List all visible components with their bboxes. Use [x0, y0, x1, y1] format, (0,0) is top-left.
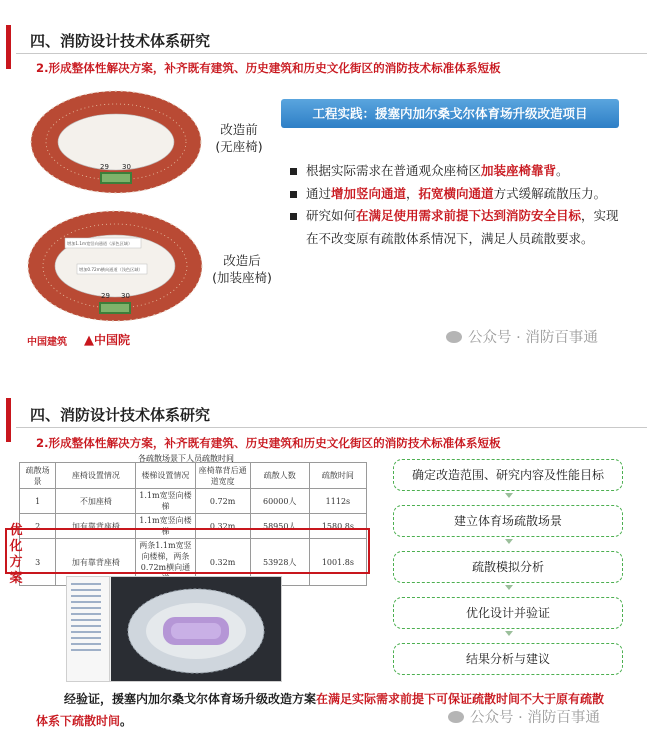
watermark: 公众号 · 消防百事通 — [446, 326, 598, 347]
3d-stadium-view — [111, 577, 281, 681]
process-step: 优化设计并验证 — [393, 597, 623, 629]
stand-label: 29 — [101, 292, 110, 300]
stadium-plan-after — [25, 208, 205, 326]
plan-note: 增加0.72m横向通道（浅色区域） — [79, 267, 143, 272]
stand-label: 29 — [100, 163, 109, 171]
table-header-cell: 疏散场景 — [20, 463, 56, 489]
after-caption-line2: (加装座椅) — [212, 270, 272, 285]
section-subtitle: 2.形成整体性解决方案，补齐既有建筑、历史建筑和历史文化街区的消防技术标准体系短板 — [36, 436, 501, 450]
plan-note: 增加1.1m宽竖向通道（深色区域） — [67, 241, 133, 246]
cadg-logo: ▲中国院 — [84, 333, 131, 348]
table-header-cell: 座椅设置情况 — [56, 463, 136, 489]
section-title: 四、消防设计技术体系研究 — [30, 32, 211, 50]
table-row: 2 加有靠背座椅 1.1m宽竖向楼梯 0.32m 58950人 1580.8s — [20, 514, 367, 539]
section-title: 四、消防设计技术体系研究 — [30, 406, 211, 424]
step-arrow-icon — [505, 493, 513, 498]
before-caption-line1: 改造前 — [220, 122, 258, 137]
bullet-item: 通过增加竖向通道，拓宽横向通道方式缓解疏散压力。 — [288, 183, 628, 206]
table-caption: 各疏散场景下人员疏散时间 — [138, 454, 234, 463]
table-header-row — [20, 463, 367, 489]
model-tree-panel — [67, 577, 110, 681]
bullet-item: 研究如何在满足使用需求前提下达到消防安全目标，实现在不改变原有疏散体系情况下，满足人员疏散要求。 — [288, 205, 628, 250]
process-step: 疏散模拟分析 — [393, 551, 623, 583]
bullet-square-icon — [290, 168, 297, 175]
step-arrow-icon — [505, 539, 513, 544]
cscec-logo: 中国建筑 — [27, 337, 67, 348]
after-caption-line1: 改造后 — [223, 253, 261, 268]
optimized-highlight-box — [5, 528, 370, 574]
slide-1 — [0, 0, 663, 358]
process-step: 建立体育场疏散场景 — [393, 505, 623, 537]
after-caption — [205, 252, 279, 286]
stand-label: 30 — [121, 292, 130, 300]
title-accent-bar — [6, 398, 11, 442]
process-step: 确定改造范围、研究内容及性能目标 — [393, 459, 623, 491]
before-caption — [205, 121, 273, 155]
table-row: 1 不加座椅 1.1m宽竖向楼梯 0.72m 60000人 1112s — [20, 489, 367, 514]
step-arrow-icon — [505, 631, 513, 636]
slide-separator — [0, 358, 663, 391]
bullet-square-icon — [290, 191, 297, 198]
bullet-item: 根据实际需求在普通观众座椅区加装座椅靠背。 — [288, 160, 628, 183]
conclusion-text: 经验证，援塞内加尔桑戈尔体育场升级改造方案在满足实际需求前提下可保证疏散时间不大于原有疏散体系下疏散时间。 — [36, 692, 605, 728]
process-step: 结果分析与建议 — [393, 643, 623, 675]
optimized-label: 优化方案 — [9, 523, 23, 586]
wechat-icon — [446, 331, 462, 343]
title-divider — [16, 53, 647, 54]
watermark: 公众号 · 消防百事通 — [448, 706, 600, 727]
stand-label: 30 — [122, 163, 131, 171]
project-banner: 工程实践：援塞内加尔桑戈尔体育场升级改造项目 — [281, 99, 619, 128]
stadium-plan-before — [28, 88, 204, 196]
table-header-cell: 疏散时间 — [309, 463, 366, 489]
table-header-cell: 疏散人数 — [250, 463, 309, 489]
simulation-screenshot — [66, 576, 282, 682]
section-subtitle: 2.形成整体性解决方案，补齐既有建筑、历史建筑和历史文化街区的消防技术标准体系短板 — [36, 61, 501, 75]
wechat-icon — [448, 711, 464, 723]
table-header-cell: 楼梯设置情况 — [136, 463, 195, 489]
bullet-square-icon — [290, 213, 297, 220]
before-caption-line2: (无座椅) — [215, 139, 263, 154]
title-accent-bar — [6, 25, 11, 69]
bullet-list — [288, 160, 628, 250]
step-arrow-icon — [505, 585, 513, 590]
table-header-cell: 座椅靠背后通道宽度 — [195, 463, 250, 489]
title-divider — [16, 427, 647, 428]
table-row-optimized: 3 加有靠背座椅 两条1.1m宽竖向楼梯，两条0.72m横向通 0.32m 53928人 1001.8s — [20, 539, 367, 586]
